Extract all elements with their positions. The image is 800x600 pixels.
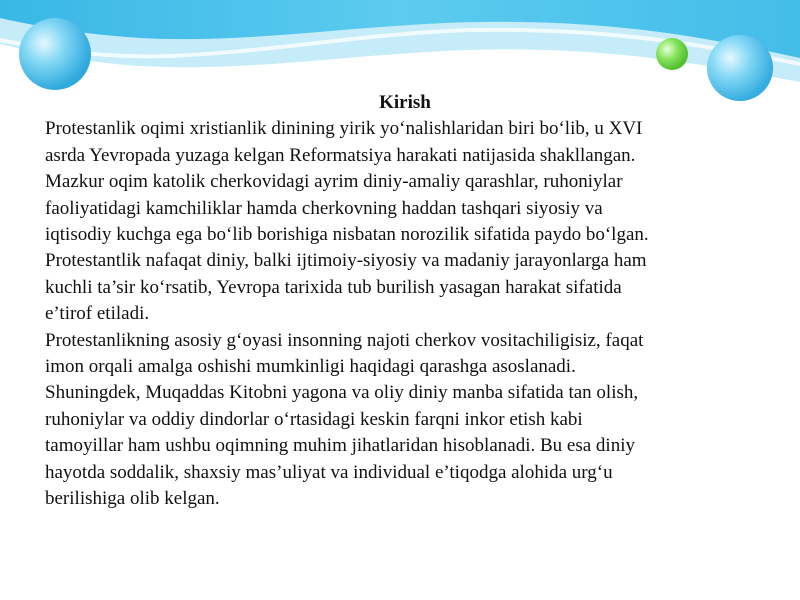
bubble-blue-left-icon — [19, 18, 91, 90]
text-line: ruhoniylar va oddiy dindorlar o‘rtasidagi keskin farqni inkor etish kabi — [45, 408, 583, 430]
text-line: tamoyillar ham ushbu oqimning muhim jihatlaridan hisoblanadi. Bu esa diniy — [45, 435, 635, 457]
text-line: asrda Yevropada yuzaga kelgan Reformatsiya harakati natijasida shakllangan. — [45, 144, 636, 166]
text-line: kuchli ta’sir ko‘rsatib, Yevropa tarixida tub burilish yasagan harakat sifatida — [45, 276, 622, 298]
paragraph-2 — [45, 328, 765, 513]
text-line: Mazkur oqim katolik cherkovidagi ayrim diniy-amaliy qarashlar, ruhoniylar — [45, 171, 623, 193]
text-line: faoliyatidagi kamchiliklar hamda cherkovning haddan tashqari siyosiy va — [45, 197, 603, 219]
slide-title: Kirish — [379, 92, 431, 113]
text-line: Protestanlikning asosiy g‘oyasi insonning najoti cherkov vositachiligisiz, faqat — [45, 329, 644, 351]
slide-content — [45, 90, 765, 513]
text-line: berilishiga olib kelgan. — [45, 488, 220, 510]
bubble-green-icon — [656, 38, 688, 70]
text-line: imon orqali amalga oshishi mumkinligi haqidagi qarashga asoslanadi. — [45, 356, 576, 378]
text-line: Shuningdek, Muqaddas Kitobni yagona va oliy diniy manba sifatida tan olish, — [45, 382, 639, 404]
text-line: e’tirof etiladi. — [45, 303, 150, 325]
text-line: iqtisodiy kuchga ega bo‘lib borishiga nisbatan norozilik sifatida paydo bo‘lgan. — [45, 224, 649, 246]
text-line: Protestantlik nafaqat diniy, balki ijtimoiy-siyosiy va madaniy jarayonlarga ham — [45, 250, 647, 272]
text-line: hayotda soddalik, shaxsiy mas’uliyat va individual e’tiqodga alohida urg‘u — [45, 461, 613, 483]
paragraph-1 — [45, 116, 765, 327]
text-line: Protestanlik oqimi xristianlik dinining yirik yo‘nalishlaridan biri bo‘lib, u XVI — [45, 118, 643, 140]
